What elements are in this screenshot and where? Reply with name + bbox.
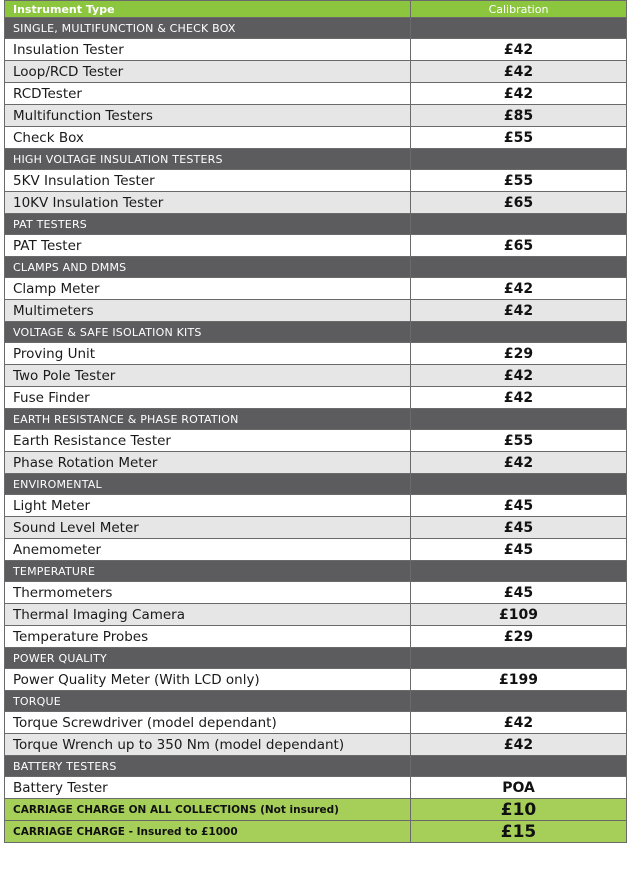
category-label: TORQUE (5, 691, 411, 712)
calibration-price: £42 (411, 712, 627, 734)
calibration-price: £55 (411, 127, 627, 149)
instrument-name: Two Pole Tester (5, 365, 411, 387)
category-spacer (411, 149, 627, 170)
category-row (5, 18, 627, 39)
instrument-name: PAT Tester (5, 235, 411, 257)
calibration-price: £45 (411, 582, 627, 604)
category-spacer (411, 18, 627, 39)
price-list (4, 0, 626, 843)
carriage-charge-price: £15 (411, 821, 627, 843)
calibration-price: £55 (411, 430, 627, 452)
calibration-price: £29 (411, 626, 627, 648)
instrument-name: Multifunction Testers (5, 105, 411, 127)
table-row (5, 365, 627, 387)
carriage-charge-main: CARRIAGE CHARGE (13, 825, 125, 838)
instrument-name: Thermal Imaging Camera (5, 604, 411, 626)
table-row (5, 278, 627, 300)
category-row (5, 756, 627, 777)
instrument-name: 5KV Insulation Tester (5, 170, 411, 192)
instrument-name: Clamp Meter (5, 278, 411, 300)
calibration-price: £42 (411, 83, 627, 105)
instrument-name: Thermometers (5, 582, 411, 604)
category-label: BATTERY TESTERS (5, 756, 411, 777)
calibration-price: £42 (411, 734, 627, 756)
category-label: ENVIROMENTAL (5, 474, 411, 495)
instrument-name: Fuse Finder (5, 387, 411, 409)
category-label: CLAMPS AND DMMS (5, 257, 411, 278)
category-row (5, 257, 627, 278)
carriage-charge-price: £10 (411, 799, 627, 821)
calibration-price: £42 (411, 300, 627, 322)
calibration-price: £199 (411, 669, 627, 691)
calibration-header: Calibration (411, 1, 627, 18)
table-row (5, 495, 627, 517)
category-row (5, 691, 627, 712)
category-row (5, 149, 627, 170)
table-row (5, 582, 627, 604)
table-row (5, 61, 627, 83)
calibration-price: £45 (411, 517, 627, 539)
instrument-name: Torque Screwdriver (model dependant) (5, 712, 411, 734)
calibration-price: £45 (411, 539, 627, 561)
calibration-price: £42 (411, 61, 627, 83)
category-spacer (411, 474, 627, 495)
table-row (5, 626, 627, 648)
calibration-price-table (4, 0, 627, 843)
table-row (5, 777, 627, 799)
table-row (5, 127, 627, 149)
instrument-type-header: Instrument Type (5, 1, 411, 18)
table-header-row (5, 1, 627, 18)
table-row (5, 539, 627, 561)
carriage-charge-main: CARRIAGE CHARGE ON ALL COLLECTIONS (13, 803, 257, 816)
category-spacer (411, 691, 627, 712)
category-label: TEMPERATURE (5, 561, 411, 582)
instrument-name: Multimeters (5, 300, 411, 322)
calibration-price: £45 (411, 495, 627, 517)
instrument-name: Loop/RCD Tester (5, 61, 411, 83)
instrument-name: Sound Level Meter (5, 517, 411, 539)
table-row (5, 343, 627, 365)
instrument-name: Earth Resistance Tester (5, 430, 411, 452)
category-row (5, 322, 627, 343)
category-label: POWER QUALITY (5, 648, 411, 669)
category-label: HIGH VOLTAGE INSULATION TESTERS (5, 149, 411, 170)
table-row (5, 192, 627, 214)
instrument-name: RCDTester (5, 83, 411, 105)
category-spacer (411, 756, 627, 777)
instrument-name: Insulation Tester (5, 39, 411, 61)
instrument-name: Phase Rotation Meter (5, 452, 411, 474)
category-spacer (411, 561, 627, 582)
category-label: VOLTAGE & SAFE ISOLATION KITS (5, 322, 411, 343)
carriage-charge-label (5, 821, 411, 843)
calibration-price: £42 (411, 278, 627, 300)
category-label: EARTH RESISTANCE & PHASE ROTATION (5, 409, 411, 430)
table-row (5, 235, 627, 257)
instrument-name: Proving Unit (5, 343, 411, 365)
category-label: SINGLE, MULTIFUNCTION & CHECK BOX (5, 18, 411, 39)
calibration-price: £65 (411, 235, 627, 257)
calibration-price: £29 (411, 343, 627, 365)
table-row (5, 517, 627, 539)
carriage-charge-note: - Insured to £1000 (128, 825, 238, 838)
instrument-name: Light Meter (5, 495, 411, 517)
category-row (5, 474, 627, 495)
carriage-charge-row (5, 799, 627, 821)
category-spacer (411, 257, 627, 278)
table-row (5, 387, 627, 409)
category-row (5, 409, 627, 430)
category-row (5, 561, 627, 582)
calibration-price: £42 (411, 387, 627, 409)
carriage-charge-row (5, 821, 627, 843)
table-row (5, 604, 627, 626)
table-row (5, 712, 627, 734)
calibration-price: £55 (411, 170, 627, 192)
instrument-name: Power Quality Meter (With LCD only) (5, 669, 411, 691)
calibration-price: £85 (411, 105, 627, 127)
calibration-price: £109 (411, 604, 627, 626)
category-row (5, 648, 627, 669)
carriage-charge-note: (Not insured) (260, 803, 339, 816)
instrument-name: Temperature Probes (5, 626, 411, 648)
table-row (5, 83, 627, 105)
table-row (5, 734, 627, 756)
category-row (5, 214, 627, 235)
instrument-name: Check Box (5, 127, 411, 149)
category-spacer (411, 648, 627, 669)
calibration-price: £42 (411, 39, 627, 61)
instrument-name: Torque Wrench up to 350 Nm (model dependant) (5, 734, 411, 756)
table-row (5, 39, 627, 61)
category-spacer (411, 322, 627, 343)
calibration-price: POA (411, 777, 627, 799)
instrument-name: Battery Tester (5, 777, 411, 799)
table-row (5, 105, 627, 127)
calibration-price: £65 (411, 192, 627, 214)
category-label: PAT TESTERS (5, 214, 411, 235)
calibration-price: £42 (411, 452, 627, 474)
table-row (5, 669, 627, 691)
category-spacer (411, 214, 627, 235)
category-spacer (411, 409, 627, 430)
instrument-name: Anemometer (5, 539, 411, 561)
table-row (5, 170, 627, 192)
instrument-name: 10KV Insulation Tester (5, 192, 411, 214)
table-row (5, 452, 627, 474)
table-row (5, 300, 627, 322)
carriage-charge-label (5, 799, 411, 821)
table-row (5, 430, 627, 452)
calibration-price: £42 (411, 365, 627, 387)
